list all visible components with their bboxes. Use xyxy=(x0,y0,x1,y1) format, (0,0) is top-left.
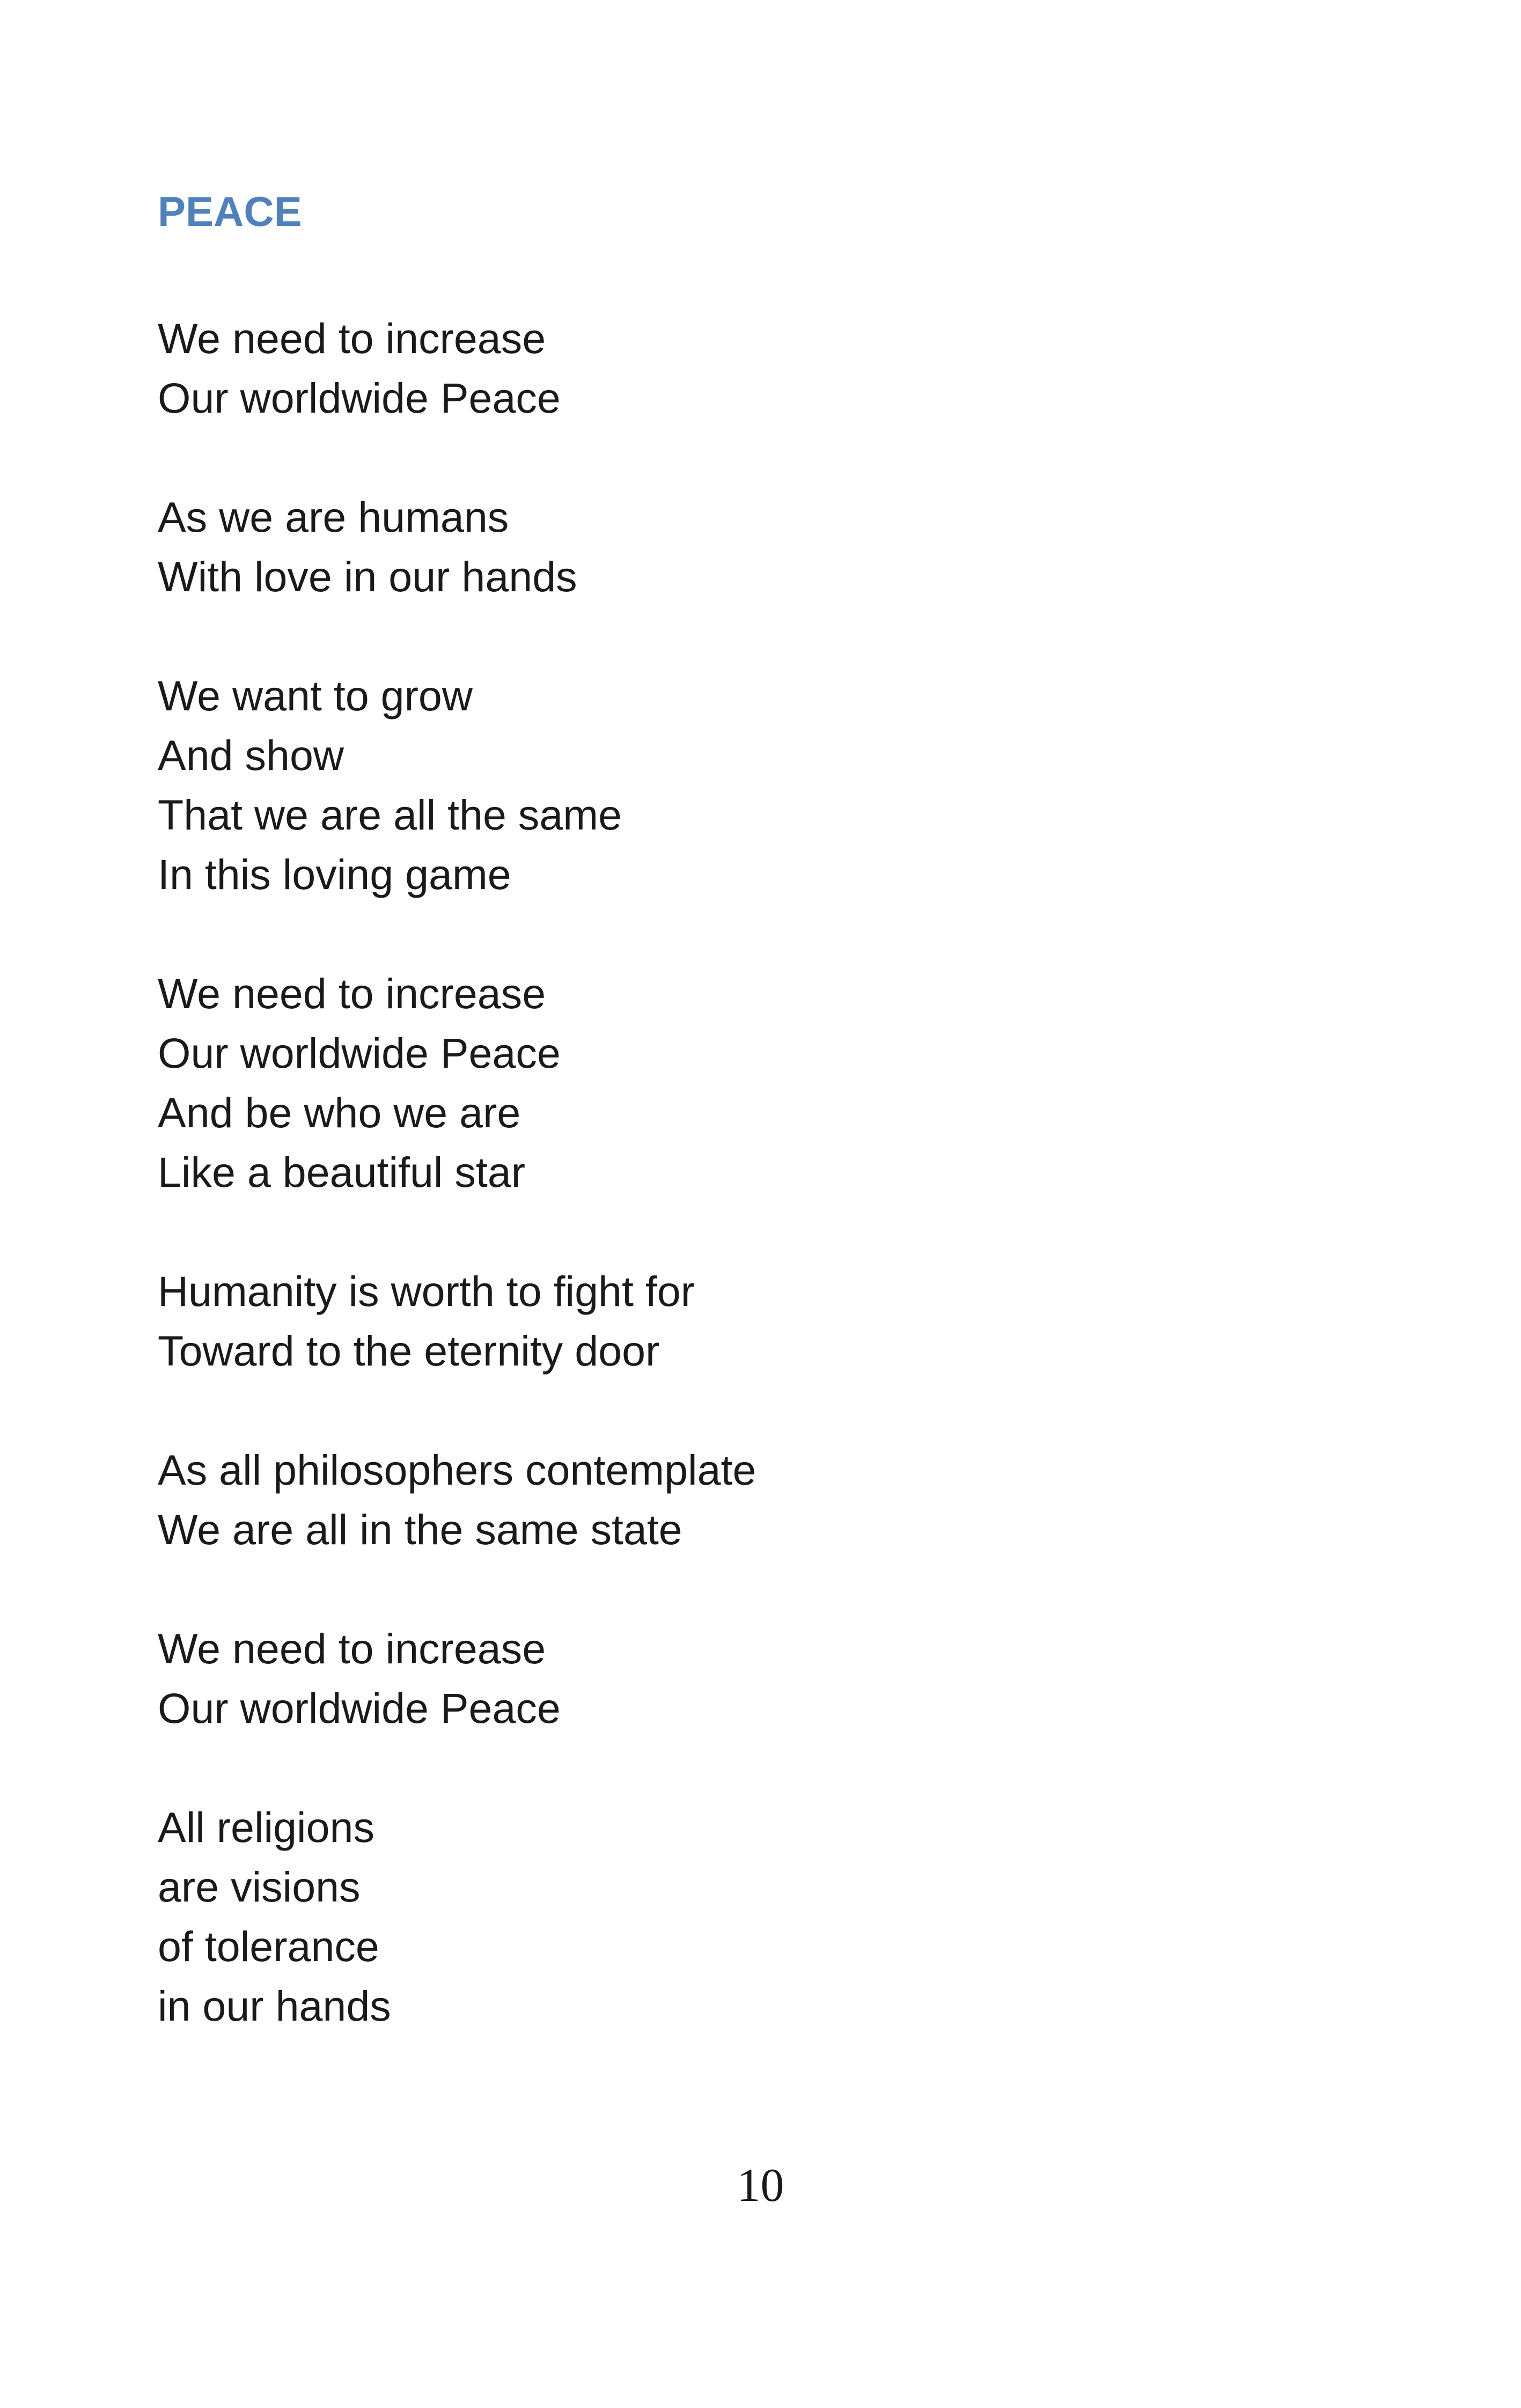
poem-line: are visions xyxy=(158,1863,361,1911)
poem-line: in our hands xyxy=(158,1982,391,2030)
poem-line: We need to increase xyxy=(158,970,546,1017)
poem-line: Our worldwide Peace xyxy=(158,1684,561,1732)
poem-line: We need to increase xyxy=(158,1625,546,1672)
poem-line: And be who we are xyxy=(158,1089,521,1136)
stanza-7 xyxy=(158,1619,1392,1738)
stanza-1 xyxy=(158,309,1392,428)
poem-line: Like a beautiful star xyxy=(158,1148,526,1196)
poem-body xyxy=(158,309,1392,2095)
poem-line: We need to increase xyxy=(158,314,546,362)
poem-line: Our worldwide Peace xyxy=(158,1029,561,1077)
poem-line: As all philosophers contemplate xyxy=(158,1446,756,1494)
poem-line: That we are all the same xyxy=(158,791,622,839)
poem-line: of tolerance xyxy=(158,1922,379,1970)
poem-line: Our worldwide Peace xyxy=(158,374,561,422)
poem-line: And show xyxy=(158,731,344,779)
poem-line: All religions xyxy=(158,1803,374,1851)
page-number: 10 xyxy=(737,2160,784,2212)
poem-line: Toward to the eternity door xyxy=(158,1327,660,1375)
poem-line: Humanity is worth to fight for xyxy=(158,1267,695,1315)
stanza-6 xyxy=(158,1440,1392,1559)
poem-line: With love in our hands xyxy=(158,553,577,600)
poem-line: We are all in the same state xyxy=(158,1506,682,1553)
stanza-2 xyxy=(158,487,1392,606)
stanza-3 xyxy=(158,666,1392,904)
stanza-5 xyxy=(158,1261,1392,1381)
poem-line: As we are humans xyxy=(158,493,509,541)
poem-line: In this loving game xyxy=(158,850,511,898)
stanza-8 xyxy=(158,1797,1392,2036)
poem-line: We want to grow xyxy=(158,672,473,720)
stanza-4 xyxy=(158,964,1392,1202)
poem-title: PEACE xyxy=(158,188,302,235)
